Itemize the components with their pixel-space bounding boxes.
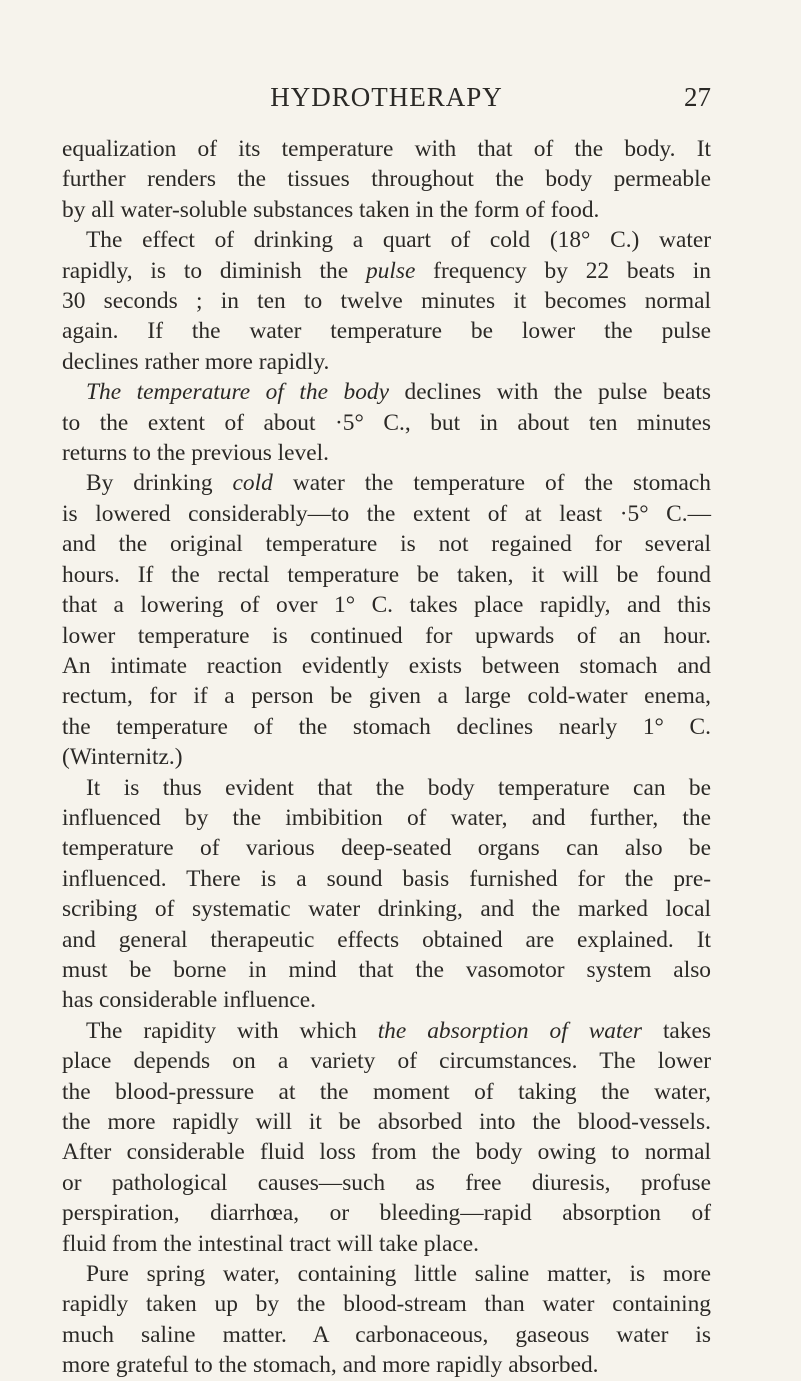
body-text xyxy=(62,134,711,1381)
text-line: lower temperature is continued for upwards of an hour. xyxy=(62,622,711,649)
text-line: The temperature of the body declines with the pulse beats xyxy=(86,379,711,406)
text-line: and the original temperature is not regained for several xyxy=(62,531,711,558)
italic-emphasis: The temperature of the body xyxy=(86,379,389,406)
italic-emphasis: cold xyxy=(232,470,273,497)
text-line: is lowered considerably—to the extent of at least ·5° C.— xyxy=(62,500,711,527)
text-line: has considerable influence. xyxy=(62,987,316,1014)
text-line: to the extent of about ·5° C., but in about ten minutes xyxy=(62,409,711,436)
text-line: much saline matter. A carbonaceous, gaseous water is xyxy=(62,1321,711,1348)
text-line: 30 seconds ; in ten to twelve minutes it becomes normal xyxy=(62,288,711,315)
italic-emphasis: the absorption of water xyxy=(377,1017,642,1044)
text-line: must be borne in mind that the vasomotor system also xyxy=(62,956,711,983)
text-line: influenced by the imbibition of water, and further, the xyxy=(62,804,711,831)
text-line: hours. If the rectal temperature be taken, it will be found xyxy=(62,561,711,588)
text-line: more grateful to the stomach, and more rapidly absorbed. xyxy=(62,1352,599,1379)
text-line: scribing of systematic water drinking, and the marked local xyxy=(62,896,711,923)
italic-emphasis: pulse xyxy=(365,257,416,284)
text-line: After considerable fluid loss from the body owing to normal xyxy=(62,1139,711,1166)
text-line: and general therapeutic effects obtained are explained. It xyxy=(62,926,711,953)
text-line: place depends on a variety of circumstances. The lower xyxy=(62,1048,711,1075)
text-line: the more rapidly will it be absorbed into the blood-vessels. xyxy=(62,1109,711,1135)
text-line: temperature of various deep-seated organs can also be xyxy=(62,835,711,862)
text-line: rapidly taken up by the blood-stream than water containing xyxy=(62,1291,711,1318)
text-line: further renders the tissues throughout the body permeable xyxy=(62,166,711,193)
text-line: the temperature of the stomach declines nearly 1° C. xyxy=(62,713,711,740)
text-line: The effect of drinking a quart of cold (18° C.) water xyxy=(86,227,711,254)
text-line: The rapidity with which the absorption of water takes xyxy=(86,1017,711,1044)
text-line: declines rather more rapidly. xyxy=(62,348,330,375)
page-header xyxy=(62,82,711,118)
text-line: An intimate reaction evidently exists between stomach and xyxy=(62,652,711,679)
text-line: (Winternitz.) xyxy=(62,744,183,771)
text-line: Pure spring water, containing little saline matter, is more xyxy=(86,1261,711,1288)
text-line: By drinking cold water the temperature of the stomach xyxy=(86,470,711,497)
text-line: equalization of its temperature with that of the body. It xyxy=(62,136,711,162)
text-line: again. If the water temperature be lower the pulse xyxy=(62,318,711,345)
text-line: rectum, for if a person be given a large cold-water enema, xyxy=(62,683,711,710)
text-line: perspiration, diarrhœa, or bleeding—rapid absorption of xyxy=(62,1200,711,1227)
running-title: HYDROTHERAPY xyxy=(270,82,503,112)
text-line: influenced. There is a sound basis furnished for the pre- xyxy=(62,865,711,892)
text-line: rapidly, is to diminish the pulse frequency by 22 beats in xyxy=(62,257,712,284)
text-line: returns to the previous level. xyxy=(62,440,329,467)
text-line: or pathological causes—such as free diuresis, profuse xyxy=(62,1169,711,1196)
text-line: the blood-pressure at the moment of taking the water, xyxy=(62,1078,711,1105)
text-line: fluid from the intestinal tract will take place. xyxy=(62,1230,479,1257)
text-line: that a lowering of over 1° C. takes place rapidly, and this xyxy=(62,592,711,619)
page-number: 27 xyxy=(684,82,711,112)
text-line: It is thus evident that the body temperature can be xyxy=(86,774,711,801)
text-line: by all water-soluble substances taken in the form of food. xyxy=(62,196,600,223)
